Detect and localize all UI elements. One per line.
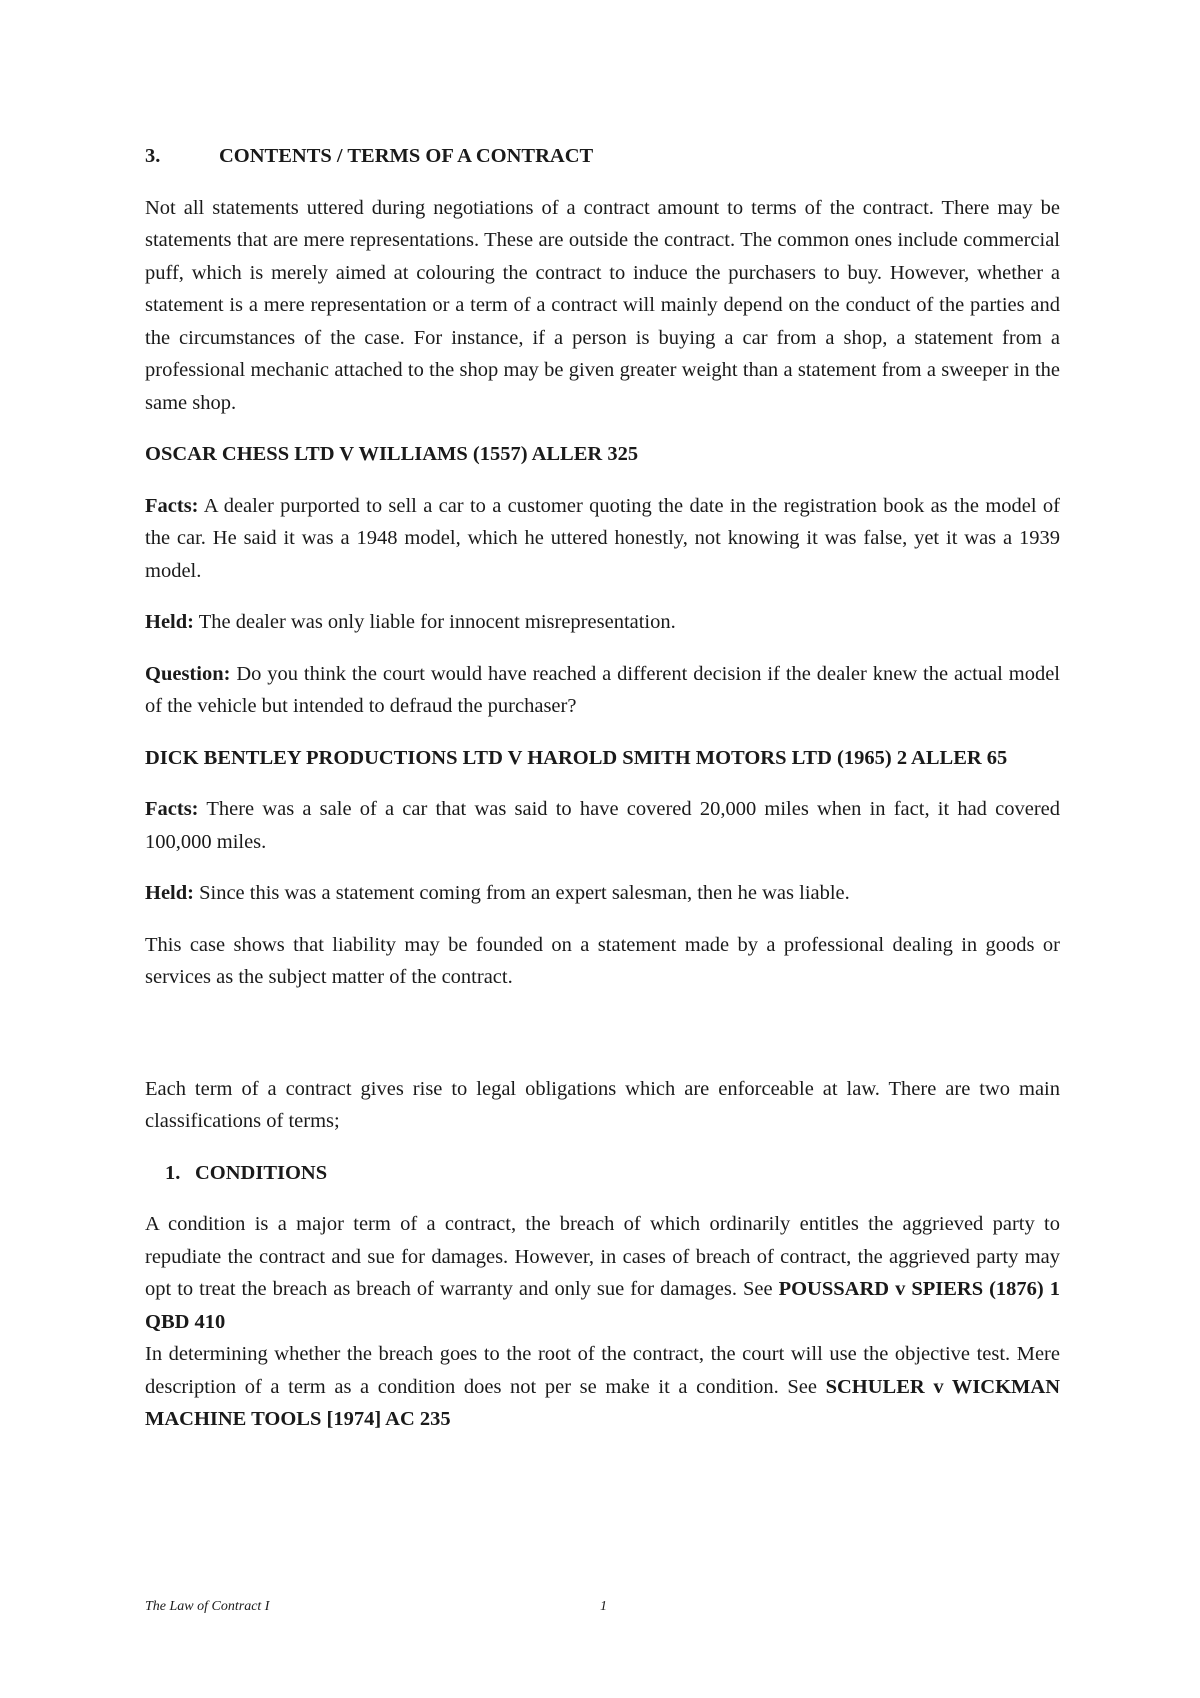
conditions-para2-text: In determining whether the breach goes to the root of the contract, the court will use the objective test. Mere description of a term as a condition does not per se make it a condition. See <box>145 1343 1060 1398</box>
question-label: Question: <box>145 662 231 685</box>
footer-title: The Law of Contract I <box>145 1599 270 1614</box>
conditions-paragraph-2 <box>145 1338 1060 1436</box>
facts-text: A dealer purported to sell a car to a customer quoting the date in the registration book as the model of the car. He said it was a 1948 model, which he uttered honestly, not knowing it was false, yet it was a 1939 model. <box>145 494 1060 582</box>
held-label: Held: <box>145 611 194 633</box>
case-ref-schuler: SCHULER v WICKMAN MACHINE TOOLS [1974] AC 235 <box>145 1375 1061 1430</box>
case-title-dick-bentley: DICK BENTLEY PRODUCTIONS LTD V HAROLD SMITH MOTORS LTD (1965) 2 ALLER 65 <box>145 746 1008 769</box>
conditions-paragraph-1 <box>145 1208 1060 1338</box>
case2-held <box>145 877 1060 910</box>
conditions-number: 1. <box>165 1161 181 1184</box>
case2-facts <box>145 793 1060 858</box>
facts-label: Facts: <box>145 798 199 820</box>
document-page <box>145 140 1060 1455</box>
conditions-title: CONDITIONS <box>195 1161 328 1184</box>
intro-paragraph: Not all statements uttered during negotiations of a contract amount to terms of the contract. There may be statements that are mere representations. These are outside the contract. The common ones include commercial puff, which is merely aimed at colouring the contract to induce the purchasers to buy. However, whether a statement is a mere representation or a term of a contract will mainly depend on the conduct of the parties and the circumstances of the case. For instance, if a person is buying a car from a shop, a statement from a professional mechanic attached to the shop may be given greater weight than a statement from a sweeper in the same shop. <box>145 196 1060 414</box>
case-title-oscar-chess: OSCAR CHESS LTD V WILLIAMS (1557) ALLER 325 <box>145 443 639 465</box>
case1-question <box>145 658 1060 723</box>
case1-facts <box>145 490 1060 588</box>
case-ref-poussard: POUSSARD v SPIERS (1876) 1 QBD 410 <box>145 1278 1060 1333</box>
facts-label: Facts: <box>145 494 199 517</box>
facts-text: There was a sale of a car that was said to have covered 20,000 miles when in fact, it had covered 100,000 miles. <box>145 798 1060 853</box>
blank-spacer <box>145 1013 1060 1073</box>
held-text: Since this was a statement coming from an expert salesman, then he was liable. <box>193 882 850 904</box>
section-heading <box>145 140 1060 173</box>
terms-paragraph: Each term of a contract gives rise to legal obligations which are enforceable at law. There are two main classifications of terms; <box>145 1077 1060 1132</box>
section-number: 3. <box>145 145 161 167</box>
conditions-heading <box>145 1157 1060 1190</box>
held-text: The dealer was only liable for innocent misrepresentation. <box>193 611 676 633</box>
case1-held <box>145 606 1060 639</box>
section-title: CONTENTS / TERMS OF A CONTRACT <box>219 145 594 167</box>
footer-page-number: 1 <box>600 1599 607 1614</box>
question-text: Do you think the court would have reached a different decision if the dealer knew the actual model of the vehicle but intended to defraud the purchaser? <box>145 662 1060 717</box>
held-label: Held: <box>145 882 194 904</box>
conditions-para1-text: A condition is a major term of a contract, the breach of which ordinarily entitles the aggrieved party to repudiate the contract and sue for damages. However, in cases of breach of contract, the aggrieved party may opt to treat the breach as breach of warranty and only sue for damages. See <box>145 1213 1060 1300</box>
case2-note: This case shows that liability may be founded on a statement made by a professional dealing in goods or services as the subject matter of the contract. <box>145 933 1060 988</box>
